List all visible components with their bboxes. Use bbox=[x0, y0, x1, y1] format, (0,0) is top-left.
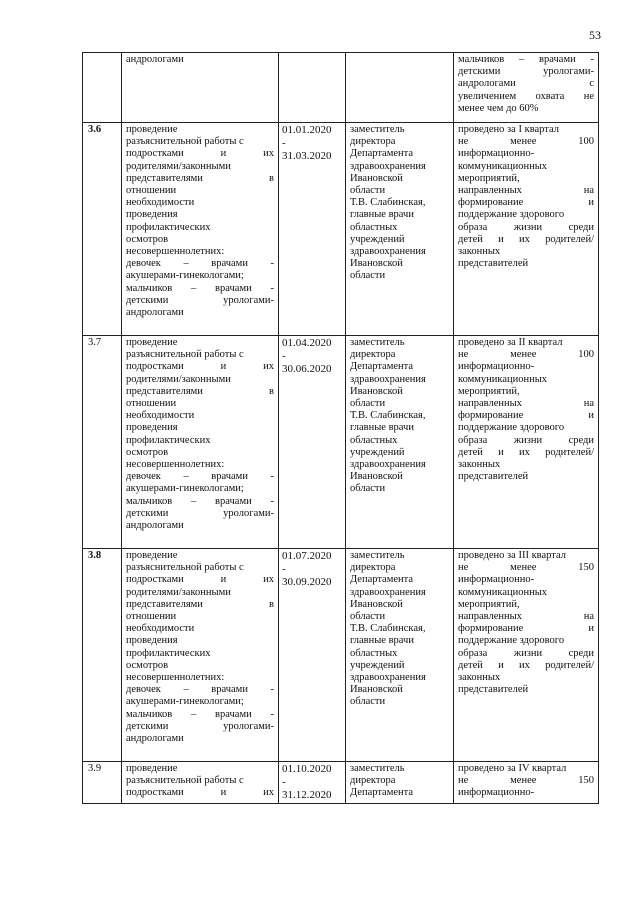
activity-line: проведение bbox=[126, 337, 178, 348]
activity-line: представителями в bbox=[126, 172, 274, 184]
responsible-line: здравоохранения bbox=[350, 459, 426, 471]
date-end: 31.12.2020 bbox=[282, 789, 332, 801]
activity-line: мальчиков – врачами - bbox=[126, 708, 274, 720]
activity-line: мальчиков – врачами - bbox=[126, 495, 274, 507]
activity-line: андрологами bbox=[126, 54, 184, 65]
result-line: формирование и bbox=[458, 623, 594, 635]
cell-responsible bbox=[346, 762, 454, 804]
result-line: коммуникационных bbox=[458, 373, 548, 385]
table-row bbox=[83, 762, 599, 804]
date-start: 01.04.2020 bbox=[282, 337, 332, 349]
activity-line: представителями в bbox=[126, 598, 274, 610]
responsible-line: Департамента bbox=[350, 574, 414, 586]
responsible-line: здравоохранения bbox=[350, 672, 426, 684]
continuation-row bbox=[83, 53, 599, 123]
activity-line: проведения bbox=[126, 209, 178, 221]
activity-line: профилактических bbox=[126, 221, 211, 233]
responsible-line: заместитель bbox=[350, 337, 405, 348]
activity-line: необходимости bbox=[126, 623, 195, 635]
cell-responsible bbox=[346, 336, 454, 549]
activity-line: акушерами-гинекологами; bbox=[126, 696, 244, 708]
cell-num bbox=[83, 53, 122, 123]
cell-result bbox=[454, 762, 599, 804]
activity-line: подростками и их bbox=[126, 574, 274, 586]
result-line: информационно- bbox=[458, 787, 535, 799]
responsible-line: Ивановской bbox=[350, 172, 403, 184]
responsible-line: области bbox=[350, 398, 386, 410]
result-line: не менее 150 bbox=[458, 562, 594, 574]
date-dash: - bbox=[282, 137, 286, 149]
date-end: 30.06.2020 bbox=[282, 363, 332, 375]
activity-line: проведение bbox=[126, 763, 178, 774]
cell-dates bbox=[279, 336, 346, 549]
responsible-line: области bbox=[350, 483, 386, 495]
result-line: коммуникационных bbox=[458, 586, 548, 598]
responsible-line: Департамента bbox=[350, 148, 414, 160]
activity-line: андрологами bbox=[126, 307, 184, 319]
result-line: формирование и bbox=[458, 410, 594, 422]
cell-dates bbox=[279, 549, 346, 762]
responsible-line: главные врачи bbox=[350, 635, 414, 647]
result-line: законных bbox=[458, 459, 501, 471]
activity-line: девочек – врачами - bbox=[126, 684, 274, 696]
responsible-line: заместитель bbox=[350, 550, 405, 561]
activity-line: отношении bbox=[126, 611, 177, 623]
responsible-line: области bbox=[350, 611, 386, 623]
activity-line: необходимости bbox=[126, 410, 195, 422]
responsible-line: здравоохранения bbox=[350, 160, 426, 172]
result-line: поддержание здорового bbox=[458, 422, 565, 434]
table-row bbox=[83, 549, 599, 762]
responsible-line: здравоохранения bbox=[350, 246, 426, 258]
responsible-line: учреждений bbox=[350, 659, 405, 671]
date-dash: - bbox=[282, 350, 286, 362]
activity-line: разъяснительной работы с bbox=[126, 349, 244, 361]
activity-line: осмотров bbox=[126, 446, 169, 458]
date-end: 30.09.2020 bbox=[282, 576, 332, 588]
activity-line: осмотров bbox=[126, 233, 169, 245]
activity-line: родителями/законными bbox=[126, 160, 231, 172]
activity-line: девочек – врачами - bbox=[126, 258, 274, 270]
table-row bbox=[83, 123, 599, 336]
result-line: андрологами с bbox=[458, 78, 594, 90]
result-line: направленных на bbox=[458, 398, 594, 410]
activity-line: девочек – врачами - bbox=[126, 471, 274, 483]
activity-line: подростками и их bbox=[126, 361, 274, 373]
result-line: не менее 100 bbox=[458, 136, 594, 148]
table-row bbox=[83, 336, 599, 549]
result-line: проведено за II квартал bbox=[458, 337, 563, 348]
responsible-line: Ивановской bbox=[350, 684, 403, 696]
activity-line: осмотров bbox=[126, 659, 169, 671]
result-line: проведено за I квартал bbox=[458, 124, 559, 135]
activity-line: детскими урологами- bbox=[126, 294, 274, 306]
result-line: образа жизни среди bbox=[458, 647, 594, 659]
cell-result bbox=[454, 549, 599, 762]
result-line: детей и их родителей/ bbox=[458, 233, 594, 245]
responsible-line: областных bbox=[350, 434, 398, 446]
result-line: информационно- bbox=[458, 574, 535, 586]
result-line: проведено за III квартал bbox=[458, 550, 566, 561]
activity-line: мальчиков – врачами - bbox=[126, 282, 274, 294]
responsible-line: заместитель bbox=[350, 763, 405, 774]
result-line: не менее 100 bbox=[458, 349, 594, 361]
result-line: мероприятий, bbox=[458, 598, 520, 610]
result-line: проведено за IV квартал bbox=[458, 763, 567, 774]
activity-line: подростками и их bbox=[126, 148, 274, 160]
result-line: коммуникационных bbox=[458, 160, 548, 172]
result-line: поддержание здорового bbox=[458, 635, 565, 647]
activity-line: акушерами-гинекологами; bbox=[126, 270, 244, 282]
result-line: менее чем до 60% bbox=[458, 102, 539, 114]
page-number: 53 bbox=[589, 28, 601, 42]
result-line: детей и их родителей/ bbox=[458, 446, 594, 458]
result-line: образа жизни среди bbox=[458, 434, 594, 446]
responsible-line: директора bbox=[350, 775, 396, 787]
activity-line: профилактических bbox=[126, 647, 211, 659]
responsible-line: учреждений bbox=[350, 233, 405, 245]
result-line: поддержание здорового bbox=[458, 209, 565, 221]
date-start: 01.01.2020 bbox=[282, 124, 332, 136]
activity-line: подростками и их bbox=[126, 787, 274, 799]
responsible-line: директора bbox=[350, 349, 396, 361]
cell-responsible bbox=[346, 123, 454, 336]
responsible-line: Ивановской bbox=[350, 385, 403, 397]
cell-responsible bbox=[346, 53, 454, 123]
date-dash: - bbox=[282, 563, 286, 575]
activity-line: несовершеннолетних: bbox=[126, 459, 225, 471]
cell-num: 3.7 bbox=[83, 336, 122, 549]
responsible-line: области bbox=[350, 696, 386, 708]
result-line: направленных на bbox=[458, 185, 594, 197]
cell-result bbox=[454, 53, 599, 123]
activity-line: разъяснительной работы с bbox=[126, 136, 244, 148]
cell-activity bbox=[122, 762, 279, 804]
activity-line: родителями/законными bbox=[126, 586, 231, 598]
responsible-line: Ивановской bbox=[350, 598, 403, 610]
activity-line: отношении bbox=[126, 398, 177, 410]
responsible-line: Ивановской bbox=[350, 258, 403, 270]
result-line: информационно- bbox=[458, 148, 535, 160]
date-dash: - bbox=[282, 776, 286, 788]
responsible-line: области bbox=[350, 185, 386, 197]
cell-activity bbox=[122, 53, 279, 123]
responsible-line: директора bbox=[350, 562, 396, 574]
date-start: 01.10.2020 bbox=[282, 763, 332, 775]
cell-num: 3.9 bbox=[83, 762, 122, 804]
result-line: законных bbox=[458, 672, 501, 684]
date-start: 01.07.2020 bbox=[282, 550, 332, 562]
result-line: представителей bbox=[458, 258, 529, 270]
cell-activity bbox=[122, 549, 279, 762]
result-line: информационно- bbox=[458, 361, 535, 373]
responsible-line: Т.В. Слабинская, bbox=[350, 197, 426, 209]
activity-line: родителями/законными bbox=[126, 373, 231, 385]
responsible-line: главные врачи bbox=[350, 209, 414, 221]
cell-num: 3.8 bbox=[83, 549, 122, 762]
responsible-line: областных bbox=[350, 647, 398, 659]
cell-dates bbox=[279, 123, 346, 336]
result-line: образа жизни среди bbox=[458, 221, 594, 233]
activity-line: несовершеннолетних: bbox=[126, 672, 225, 684]
responsible-line: Т.В. Слабинская, bbox=[350, 623, 426, 635]
plan-table bbox=[82, 52, 599, 804]
activity-line: проведения bbox=[126, 422, 178, 434]
responsible-line: учреждений bbox=[350, 446, 405, 458]
responsible-line: заместитель bbox=[350, 124, 405, 135]
result-line: мероприятий, bbox=[458, 385, 520, 397]
responsible-line: области bbox=[350, 270, 386, 282]
activity-line: андрологами bbox=[126, 520, 184, 532]
result-line: представителей bbox=[458, 471, 529, 483]
date-end: 31.03.2020 bbox=[282, 150, 332, 162]
activity-line: представителями в bbox=[126, 385, 274, 397]
responsible-line: главные врачи bbox=[350, 422, 414, 434]
activity-line: детскими урологами- bbox=[126, 507, 274, 519]
responsible-line: здравоохранения bbox=[350, 373, 426, 385]
responsible-line: директора bbox=[350, 136, 396, 148]
cell-dates bbox=[279, 53, 346, 123]
cell-activity bbox=[122, 123, 279, 336]
activity-line: проведения bbox=[126, 635, 178, 647]
result-line: детскими урологами- bbox=[458, 66, 594, 78]
result-line: не менее 150 bbox=[458, 775, 594, 787]
responsible-line: областных bbox=[350, 221, 398, 233]
activity-line: отношении bbox=[126, 185, 177, 197]
cell-dates bbox=[279, 762, 346, 804]
activity-line: профилактических bbox=[126, 434, 211, 446]
cell-result bbox=[454, 123, 599, 336]
result-line: увеличением охвата не bbox=[458, 90, 594, 102]
activity-line: проведение bbox=[126, 550, 178, 561]
result-line: направленных на bbox=[458, 611, 594, 623]
activity-line: несовершеннолетних: bbox=[126, 246, 225, 258]
result-line: формирование и bbox=[458, 197, 594, 209]
result-line: представителей bbox=[458, 684, 529, 696]
responsible-line: здравоохранения bbox=[350, 586, 426, 598]
activity-line: акушерами-гинекологами; bbox=[126, 483, 244, 495]
result-line: мальчиков – врачами - bbox=[458, 54, 594, 65]
activity-line: детскими урологами- bbox=[126, 720, 274, 732]
responsible-line: Департамента bbox=[350, 361, 414, 373]
result-line: законных bbox=[458, 246, 501, 258]
activity-line: разъяснительной работы с bbox=[126, 775, 244, 787]
cell-num: 3.6 bbox=[83, 123, 122, 336]
result-line: мероприятий, bbox=[458, 172, 520, 184]
responsible-line: Т.В. Слабинская, bbox=[350, 410, 426, 422]
cell-result bbox=[454, 336, 599, 549]
activity-line: разъяснительной работы с bbox=[126, 562, 244, 574]
result-line: детей и их родителей/ bbox=[458, 659, 594, 671]
cell-responsible bbox=[346, 549, 454, 762]
cell-activity bbox=[122, 336, 279, 549]
activity-line: необходимости bbox=[126, 197, 195, 209]
activity-line: андрологами bbox=[126, 733, 184, 745]
responsible-line: Департамента bbox=[350, 787, 414, 799]
activity-line: проведение bbox=[126, 124, 178, 135]
responsible-line: Ивановской bbox=[350, 471, 403, 483]
